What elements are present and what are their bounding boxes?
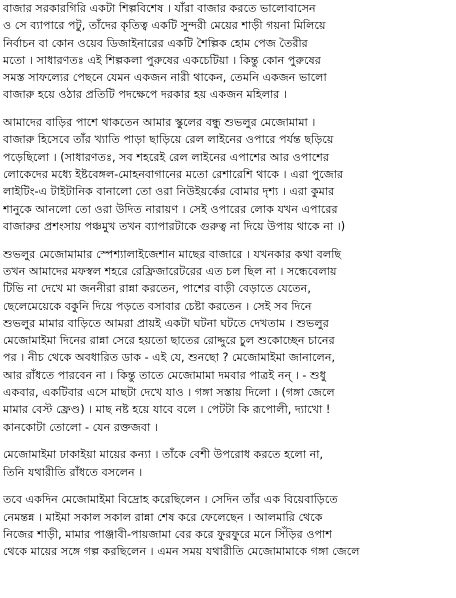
text-line: মামার বেস্ট ফ্রেণ্ড) । মাছ নষ্ট হয়ে যাবে বলে । পেটটা কি রূপোলী, দ্যাখো ! [3,403,331,417]
text-line: তবে একদিন মেজোমাইমা বিদ্রোহ করেছিলেন । সেদিন তাঁর এক বিয়েবাড়িতে [3,493,338,507]
paragraph-2 [3,114,454,235]
text-line: মেজোমাইমা ঢাকাইয়া মায়ের কন্যা । তাঁকে বেশী উপরোধ করতে হলো না, [3,448,324,462]
text-line: পড়েছিলো । (সাধারণতঃ, সব শহরেই রেল লাইনের এপাশের আর ওপাশের [3,150,329,164]
text-line: বাজারু হয়ে ওঠার প্রতিটি পদক্ষেপে দরকার হয় একজন মহিলার । [3,88,288,102]
text-line: বাজারু হিসেবে তাঁর খ্যাতি পাড়া ছাড়িয়ে রেল লাইনের ওপারে পর্যন্ত ছড়িয়ে [3,133,334,147]
text-line: বাজার সরকারগিরি একটা শিল্পবিশেষ । যাঁরা বাজার করতে ভালোবাসেন [3,2,316,15]
text-line: মেজোমাইমা দিনের রান্না সেরে হয়তো ছাতের রোদ্দুরে চুল শুকোচ্ছেন চানের [3,334,335,348]
text-line: নির্বাচন বা কোন ওয়েব ডিজাইনারের একটি শৈল্পিক হোম পেজ তৈরীর [3,36,308,50]
text-line: ছেলেমেয়েকে বকুনি দিয়ে পড়তে বসাবার চেষ্টা করতেন । সেই সব দিনে [3,299,312,313]
text-line: শানুকে আনলো তো ওরা উদিত নারায়ণ । সেই ওপারের লোক যখন এপারের [3,202,338,216]
text-line: পর । নীচ থেকে অবধারিত ডাক - এই যে, শুনছো ? মেজোমাইমা জানালেন, [3,351,336,365]
paragraph-3 [3,246,454,436]
text-line: শুভলুর মামার বাড়িতে আমরা প্রায়ই একটা ঘটনা ঘটতে দেখতাম । শুভলুর [3,316,329,330]
text-line: টিভি না দেখে মা জননীরা রান্না করতেন, পাশের বাড়ী বেড়াতে যেতেন, [3,282,311,296]
text-line: সমস্ত সাফল্যের পেছনে যেমন একজন নারী থাকেন, তেমনি একজন ভালো [3,71,327,85]
paragraph-1 [3,0,454,104]
text-line: বাজারুর প্রশংসায় পঞ্চমুখ তখন ব্যাপারটাকে গুরুত্ব না দিয়ে উপায় থাকে না ।) [3,219,346,233]
text-line: লাইটিং-এ টাইটানিক বানালো তো ওরা নিউইয়র্কের বোমার দৃশ্য । এরা কুমার [3,185,335,199]
text-line: তখন আমাদের মফস্বল শহরে রেফ্রিজারেটরের এত চল ছিল না । সন্ধেবেলায় [3,264,337,278]
text-line: শুভলুর মেজোমামার স্পেশ্যালাইজেশান মাছের বাজারে । যখনকার কথা বলছি [3,247,342,261]
paragraph-4 [3,446,454,481]
text-line: আর রাঁধতে পারবেন না । কিন্তু তাতে মেজোমামা দমবার পাত্রই নন্ । - শুধু [3,368,326,382]
text-line: তিনি যথারীতি রাঁধতে বসলেন । [3,465,143,479]
text-line: নিজের শাড়ী, মামার পাঞ্জাবী-পায়জামা বের করে ফুরফুরে মনে সিঁড়ির ওপাশ [3,527,333,541]
text-line: কানকোটা তোলো - যেন রক্তজবা । [3,420,158,434]
text-line: থেকে মায়ের সঙ্গে গল্প করছিলেন । এমন সময় যথারীতি মেজোমামাকে গঙ্গা জেলে [3,545,360,559]
text-line: মতো । সাধারণতঃ এই শিল্পকলা পুরুষের একচেটিয়া । কিন্তু কোন পুরুষের [3,53,321,67]
text-line: একবার, একটিবার এসে মাছটা দেখে যাও । গঙ্গা সস্তায় দিলো । (গঙ্গা জেলে [3,386,335,400]
text-line: নেমন্তন্ন । মাইমা সকাল সকাল রান্না শেষ করে ফেলেছেন । আলমারি থেকে [3,510,323,524]
paragraph-5 [3,491,454,560]
text-line: ও সে ব্যাপারে পটু, তাঁদের কৃতিত্ব একটি সুন্দরী মেয়ের শাড়ী গয়না মিলিয়ে [3,19,326,33]
text-line: আমাদের বাড়ির পাশে থাকতেন আমার স্কুলের বন্ধু শুভলুর মেজোমামা । [3,116,316,130]
text-line: লোকেদের মধ্যে ইষ্টবেঙ্গল-মোহনবাগানের মতো রেশারেশি থাকে । এরা পুজোর [3,168,344,182]
